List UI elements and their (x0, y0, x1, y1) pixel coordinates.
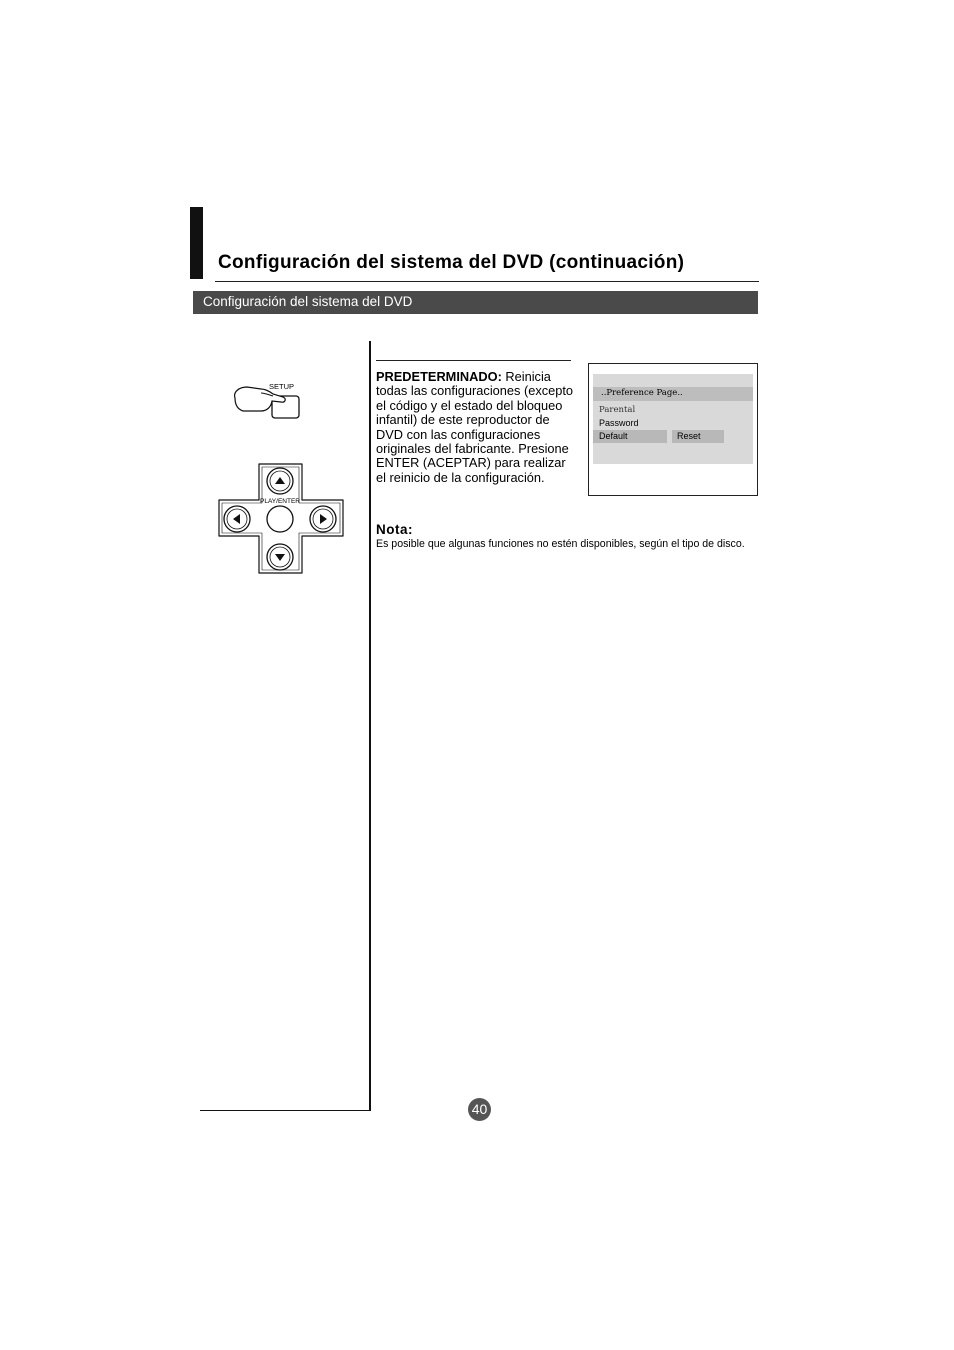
osd-screen (588, 363, 758, 496)
column-divider (369, 341, 371, 1111)
dpad-illustration (217, 462, 347, 577)
page-title: Configuración del sistema del DVD (continuación) (218, 252, 685, 273)
section-header (193, 291, 758, 314)
up-arrow-button-icon (267, 468, 293, 494)
footer-rule (200, 1110, 371, 1111)
osd-item-password: Password (599, 418, 639, 428)
osd-header-label: ..Preference Page.. (601, 388, 683, 398)
title-underline (215, 281, 759, 282)
page-number: 40 (468, 1098, 491, 1121)
setup-button-illustration (225, 376, 315, 426)
right-arrow-button-icon (310, 506, 336, 532)
down-arrow-button-icon (267, 544, 293, 570)
osd-header (593, 387, 753, 401)
play-enter-button-icon (267, 506, 293, 532)
text-top-rule (376, 360, 571, 361)
setup-label: SETUP (269, 382, 295, 391)
description-paragraph (376, 370, 576, 485)
left-arrow-button-icon (224, 506, 250, 532)
osd-menu-panel (593, 374, 753, 464)
osd-item-parental: Parental (599, 405, 636, 415)
title-accent-bar (190, 207, 203, 279)
osd-item-default-label: Default (599, 431, 628, 441)
description-heading: PREDETERMINADO: (376, 369, 502, 384)
description-body: Reinicia todas las configuraciones (excepto el código y el estado del bloqueo infantil) de este reproductor de DVD con las configuraciones originales del fabricante. Presione ENTER (ACEPTAR) para realizar el reinicio de la configuración. (376, 369, 574, 485)
osd-item-default (593, 430, 667, 443)
note-text: Es posible que algunas funciones no estén disponibles, según el tipo de disco. (376, 538, 745, 550)
osd-option-reset (672, 430, 724, 443)
note-title: Nota: (376, 522, 413, 537)
osd-option-reset-label: Reset (677, 431, 701, 441)
section-header-label: Configuración del sistema del DVD (203, 294, 413, 309)
play-enter-label: PLAY/ENTER (260, 498, 300, 505)
